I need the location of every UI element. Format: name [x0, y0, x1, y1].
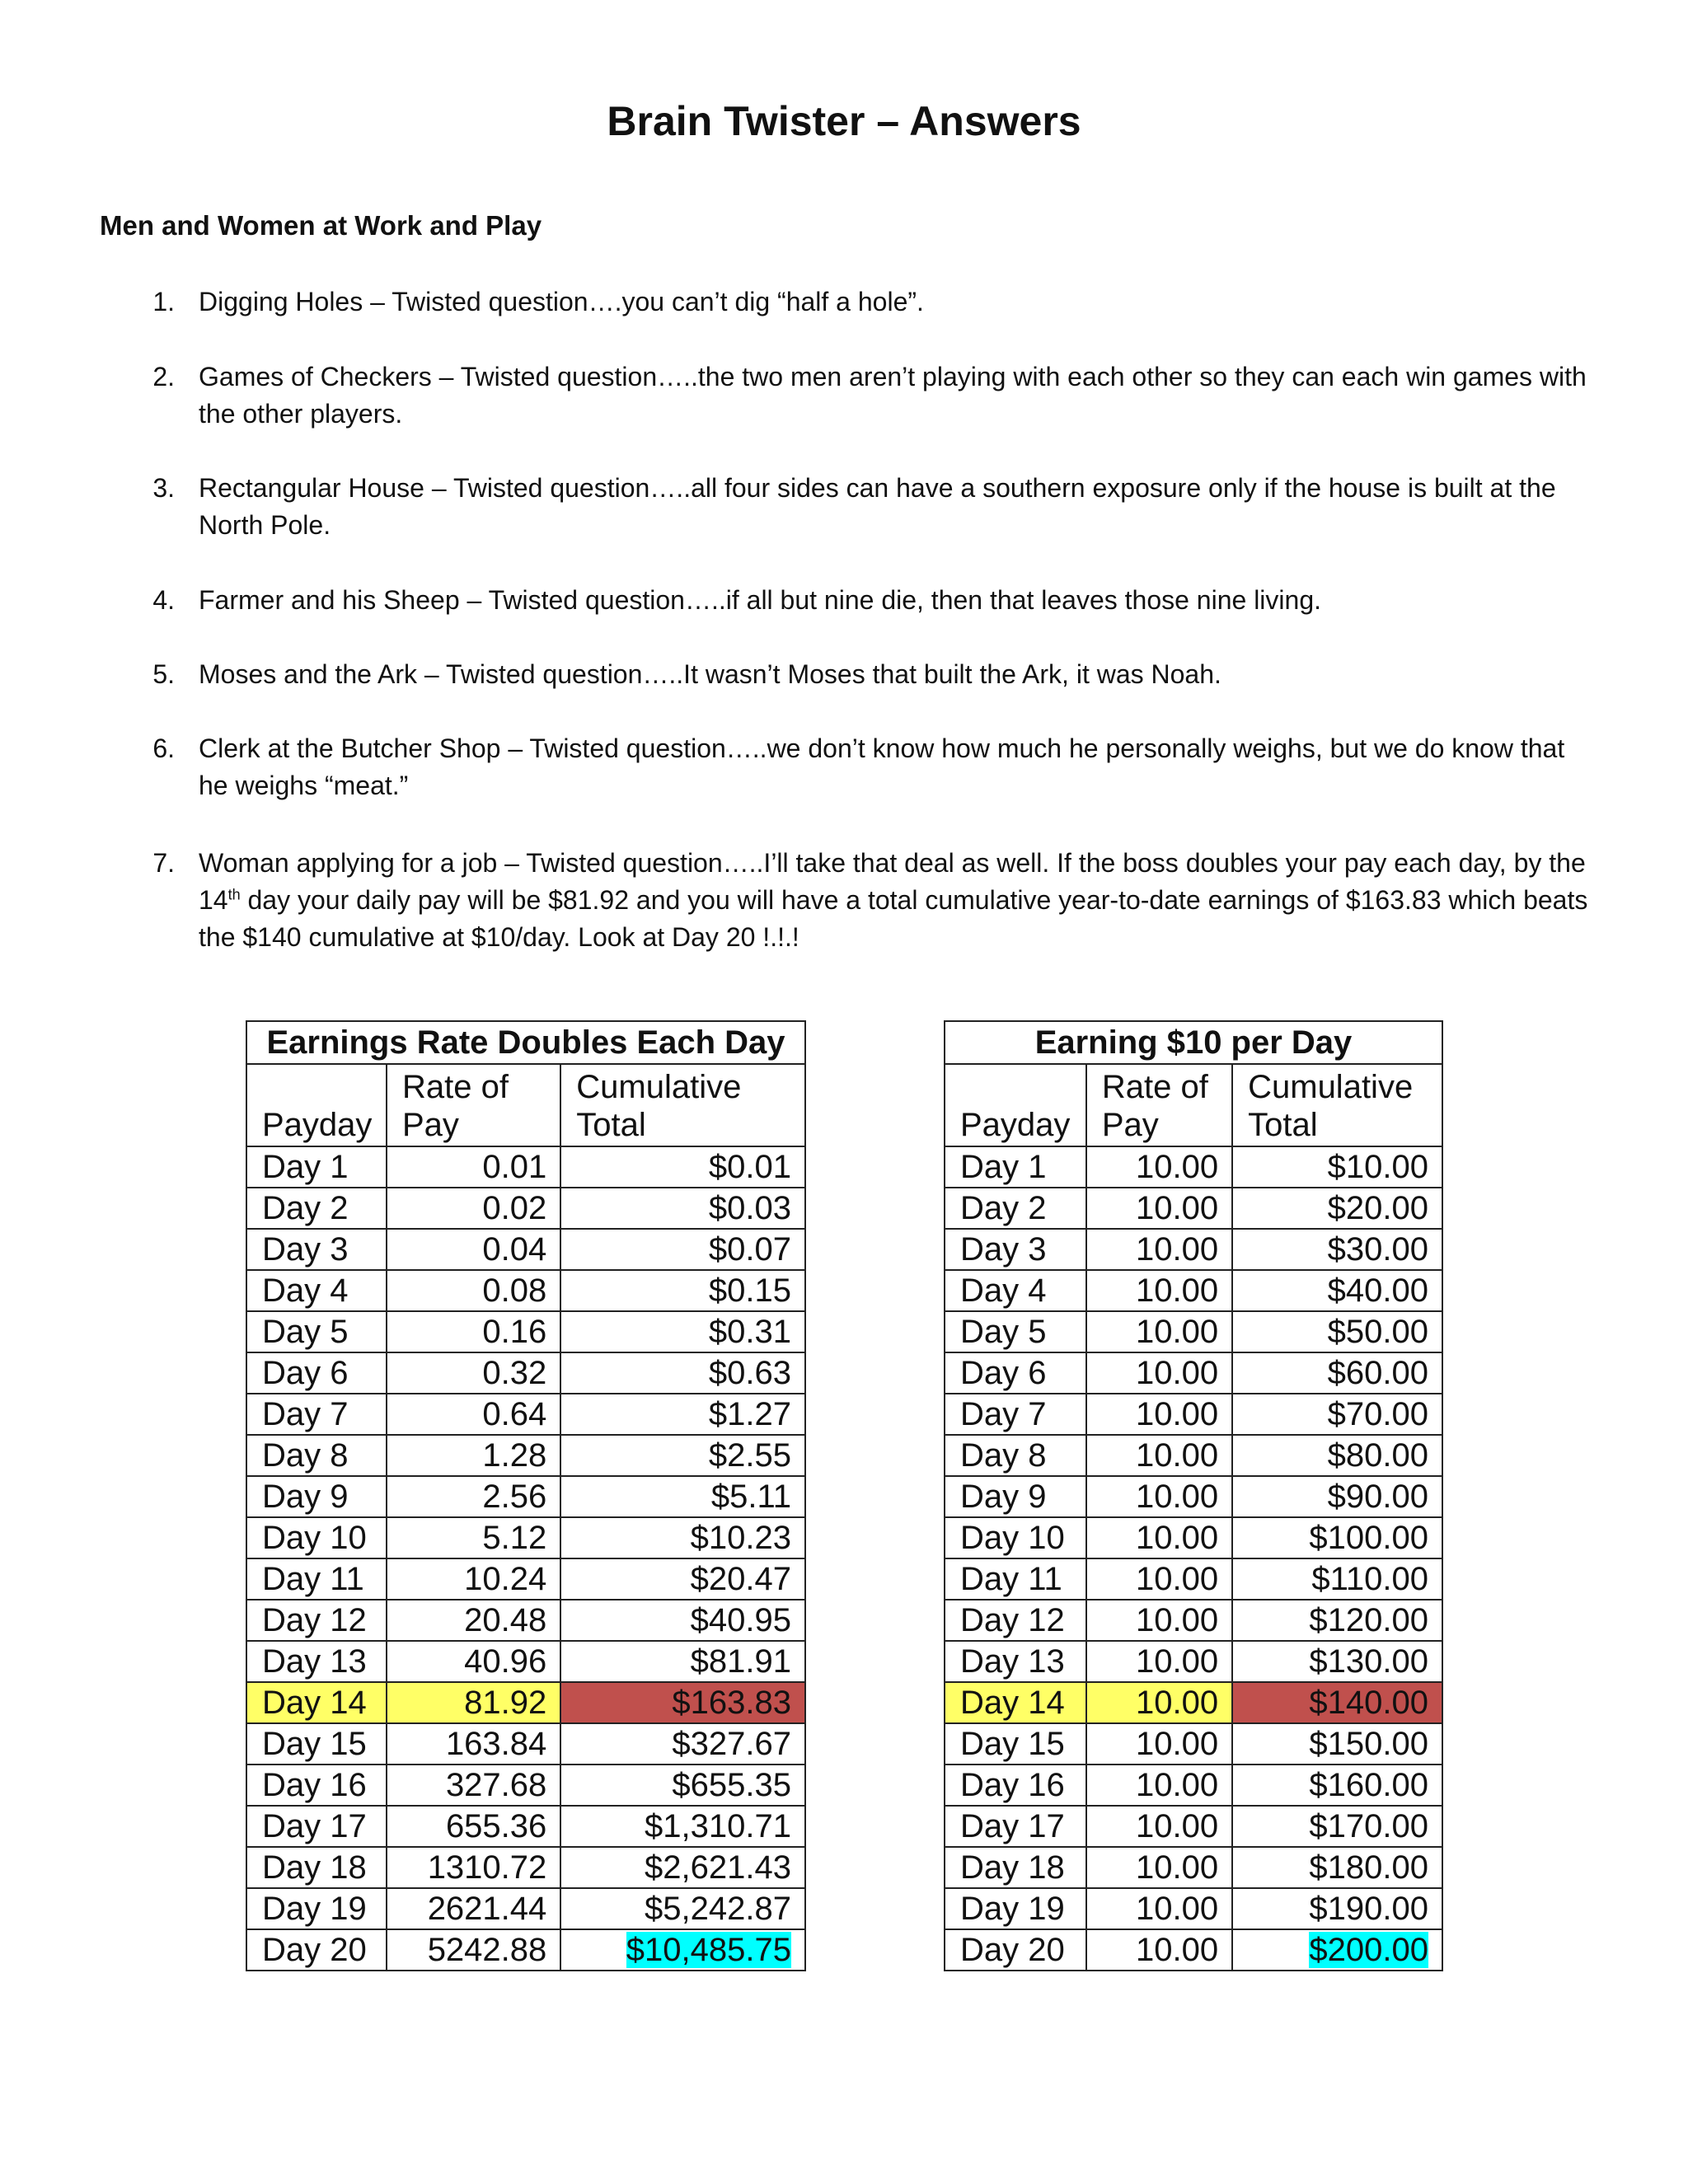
section-heading: Men and Women at Work and Play	[100, 210, 542, 241]
cell-cumulative-total: $50.00	[1232, 1311, 1442, 1352]
cell-rate: 10.00	[1086, 1641, 1232, 1682]
cell-rate: 2.56	[387, 1476, 560, 1517]
cell-cumulative-total: $90.00	[1232, 1476, 1442, 1517]
cell-rate: 0.02	[387, 1188, 560, 1229]
cell-cumulative-total	[560, 1929, 805, 1971]
answer-number: 3.	[152, 473, 175, 503]
cell-cumulative-total: $130.00	[1232, 1641, 1442, 1682]
cell-cumulative-total: $163.83	[560, 1682, 805, 1723]
cell-cumulative-total: $1,310.71	[560, 1806, 805, 1847]
cell-payday: Day 19	[246, 1888, 387, 1929]
table-row	[945, 1435, 1442, 1476]
table-body	[945, 1146, 1442, 1971]
cell-payday: Day 1	[246, 1146, 387, 1188]
header-line: Rate of	[401, 1069, 509, 1105]
table-row	[945, 1600, 1442, 1641]
cell-cumulative-total: $5.11	[560, 1476, 805, 1517]
table-flat-earnings	[944, 1020, 1443, 1971]
cell-rate: 1310.72	[387, 1847, 560, 1888]
column-header-rate	[387, 1064, 560, 1146]
table-row	[246, 1682, 805, 1723]
table-row	[945, 1641, 1442, 1682]
answer-number: 5.	[152, 659, 175, 689]
table-row	[246, 1476, 805, 1517]
table-row	[945, 1765, 1442, 1806]
cell-payday: Day 6	[945, 1352, 1086, 1394]
header-line: Pay	[1101, 1107, 1159, 1143]
cell-rate: 1.28	[387, 1435, 560, 1476]
cell-payday: Day 9	[246, 1476, 387, 1517]
table-row	[246, 1311, 805, 1352]
column-header-cumulative	[1232, 1064, 1442, 1146]
cell-payday: Day 17	[945, 1806, 1086, 1847]
cell-rate: 0.08	[387, 1270, 560, 1311]
table-row	[246, 1146, 805, 1188]
cell-rate: 10.00	[1086, 1929, 1232, 1971]
table-row	[945, 1517, 1442, 1558]
answer-text	[199, 845, 1600, 956]
cell-payday: Day 20	[945, 1929, 1086, 1971]
cell-payday: Day 10	[246, 1517, 387, 1558]
cell-rate: 0.04	[387, 1229, 560, 1270]
cell-payday: Day 9	[945, 1476, 1086, 1517]
table-row	[246, 1765, 805, 1806]
cell-cumulative-total: $0.01	[560, 1146, 805, 1188]
cell-rate: 10.00	[1086, 1394, 1232, 1435]
page-title: Brain Twister – Answers	[607, 98, 1081, 144]
answer-text: Clerk at the Butcher Shop – Twisted question…..we don’t know how much he personally weighs, but we do know that he weighs “meat.”	[199, 733, 1565, 800]
cell-rate: 20.48	[387, 1600, 560, 1641]
table-row	[945, 1806, 1442, 1847]
cell-payday: Day 2	[945, 1188, 1086, 1229]
cell-payday: Day 14	[246, 1682, 387, 1723]
table-row	[945, 1229, 1442, 1270]
table-row	[246, 1270, 805, 1311]
cell-cumulative-total: $70.00	[1232, 1394, 1442, 1435]
cell-rate: 5.12	[387, 1517, 560, 1558]
cell-payday: Day 12	[246, 1600, 387, 1641]
cell-rate: 5242.88	[387, 1929, 560, 1971]
cell-cumulative-total: $20.47	[560, 1558, 805, 1600]
cell-cumulative-total: $180.00	[1232, 1847, 1442, 1888]
answer-number: 1.	[152, 287, 175, 316]
cell-rate: 10.00	[1086, 1188, 1232, 1229]
table-row	[945, 1476, 1442, 1517]
cell-cumulative-total: $40.95	[560, 1600, 805, 1641]
cell-rate: 10.00	[1086, 1682, 1232, 1723]
cell-payday: Day 7	[246, 1394, 387, 1435]
cell-cumulative-total: $100.00	[1232, 1517, 1442, 1558]
cell-cumulative-total: $655.35	[560, 1765, 805, 1806]
cell-rate: 10.00	[1086, 1847, 1232, 1888]
cell-rate: 10.00	[1086, 1476, 1232, 1517]
table-row	[246, 1394, 805, 1435]
cell-payday: Day 3	[246, 1229, 387, 1270]
cell-cumulative-total: $0.15	[560, 1270, 805, 1311]
answer-text: Games of Checkers – Twisted question…..the two men aren’t playing with each other so they can each win games with the other players.	[199, 362, 1587, 429]
table-row	[246, 1188, 805, 1229]
cell-cumulative-total: $20.00	[1232, 1188, 1442, 1229]
header-line: Pay	[401, 1107, 459, 1143]
table-row	[246, 1517, 805, 1558]
answer-number: 6.	[152, 733, 175, 763]
cell-rate: 10.00	[1086, 1270, 1232, 1311]
cell-rate: 655.36	[387, 1806, 560, 1847]
table-caption: Earnings Rate Doubles Each Day	[246, 1021, 805, 1064]
header-line: Cumulative	[576, 1069, 742, 1105]
cell-payday: Day 18	[246, 1847, 387, 1888]
cell-payday: Day 6	[246, 1352, 387, 1394]
highlighted-total: $200.00	[1309, 1932, 1428, 1968]
answer-number: 4.	[152, 585, 175, 615]
table-row	[246, 1929, 805, 1971]
cell-payday: Day 8	[945, 1435, 1086, 1476]
cell-payday: Day 1	[945, 1146, 1086, 1188]
table-row	[945, 1723, 1442, 1765]
cell-payday: Day 2	[246, 1188, 387, 1229]
cell-payday: Day 16	[246, 1765, 387, 1806]
cell-cumulative-total: $0.31	[560, 1311, 805, 1352]
cell-rate: 10.00	[1086, 1229, 1232, 1270]
cell-rate: 10.00	[1086, 1888, 1232, 1929]
cell-payday: Day 12	[945, 1600, 1086, 1641]
table-row	[945, 1352, 1442, 1394]
table-doubling-earnings	[246, 1020, 806, 1971]
cell-rate: 10.00	[1086, 1311, 1232, 1352]
table-row	[945, 1888, 1442, 1929]
table-row	[246, 1352, 805, 1394]
cell-payday: Day 15	[945, 1723, 1086, 1765]
table-row	[246, 1229, 805, 1270]
cell-rate: 81.92	[387, 1682, 560, 1723]
table-row	[945, 1311, 1442, 1352]
table-row	[246, 1558, 805, 1600]
table-row	[945, 1270, 1442, 1311]
column-header-cumulative	[560, 1064, 805, 1146]
table-row	[945, 1146, 1442, 1188]
cell-payday: Day 16	[945, 1765, 1086, 1806]
cell-cumulative-total: $80.00	[1232, 1435, 1442, 1476]
cell-cumulative-total: $150.00	[1232, 1723, 1442, 1765]
cell-cumulative-total: $2.55	[560, 1435, 805, 1476]
cell-payday: Day 20	[246, 1929, 387, 1971]
table-row	[246, 1435, 805, 1476]
cell-rate: 0.32	[387, 1352, 560, 1394]
answer-number: 2.	[152, 362, 175, 391]
cell-payday: Day 13	[246, 1641, 387, 1682]
answer-text: Digging Holes – Twisted question….you can’t dig “half a hole”.	[199, 287, 924, 316]
table-row	[246, 1600, 805, 1641]
table-row	[246, 1641, 805, 1682]
column-header-payday: Payday	[246, 1064, 387, 1146]
highlighted-total: $10,485.75	[626, 1932, 791, 1968]
cell-rate: 0.64	[387, 1394, 560, 1435]
answer-text: Moses and the Ark – Twisted question…..It wasn’t Moses that built the Ark, it was Noah.	[199, 659, 1221, 689]
cell-cumulative-total: $327.67	[560, 1723, 805, 1765]
cell-rate: 2621.44	[387, 1888, 560, 1929]
cell-cumulative-total: $0.03	[560, 1188, 805, 1229]
cell-payday: Day 7	[945, 1394, 1086, 1435]
cell-cumulative-total: $140.00	[1232, 1682, 1442, 1723]
table-row	[246, 1847, 805, 1888]
answer-text-part: Woman applying for a job – Twisted question…..I’ll take that deal as well. If the boss doubles your pay each day, by the 14	[199, 848, 1586, 915]
cell-payday: Day 10	[945, 1517, 1086, 1558]
cell-cumulative-total: $60.00	[1232, 1352, 1442, 1394]
cell-rate: 10.24	[387, 1558, 560, 1600]
cell-cumulative-total: $160.00	[1232, 1765, 1442, 1806]
cell-cumulative-total: $5,242.87	[560, 1888, 805, 1929]
cell-cumulative-total: $2,621.43	[560, 1847, 805, 1888]
cell-cumulative-total: $1.27	[560, 1394, 805, 1435]
cell-rate: 10.00	[1086, 1600, 1232, 1641]
cell-payday: Day 11	[945, 1558, 1086, 1600]
cell-payday: Day 19	[945, 1888, 1086, 1929]
header-line: Rate of	[1101, 1069, 1208, 1105]
cell-cumulative-total: $0.07	[560, 1229, 805, 1270]
table-row	[945, 1682, 1442, 1723]
cell-cumulative-total: $10.23	[560, 1517, 805, 1558]
cell-cumulative-total: $190.00	[1232, 1888, 1442, 1929]
table-row	[945, 1847, 1442, 1888]
column-header-rate	[1086, 1064, 1232, 1146]
cell-rate: 327.68	[387, 1765, 560, 1806]
cell-payday: Day 3	[945, 1229, 1086, 1270]
cell-payday: Day 4	[246, 1270, 387, 1311]
cell-payday: Day 8	[246, 1435, 387, 1476]
cell-rate: 0.16	[387, 1311, 560, 1352]
cell-rate: 10.00	[1086, 1435, 1232, 1476]
answer-text: Farmer and his Sheep – Twisted question…..if all but nine die, then that leaves those nine living.	[199, 585, 1321, 615]
cell-cumulative-total: $30.00	[1232, 1229, 1442, 1270]
cell-payday: Day 18	[945, 1847, 1086, 1888]
table-row	[945, 1558, 1442, 1600]
cell-payday: Day 4	[945, 1270, 1086, 1311]
answer-number: 7.	[152, 848, 175, 878]
answer-text: Rectangular House – Twisted question…..all four sides can have a southern exposure only if the house is built at the North Pole.	[199, 473, 1556, 540]
cell-rate: 10.00	[1086, 1146, 1232, 1188]
cell-cumulative-total: $40.00	[1232, 1270, 1442, 1311]
table-row	[246, 1806, 805, 1847]
cell-rate: 163.84	[387, 1723, 560, 1765]
cell-rate: 10.00	[1086, 1352, 1232, 1394]
table-body	[246, 1146, 805, 1971]
cell-rate: 40.96	[387, 1641, 560, 1682]
cell-payday: Day 5	[246, 1311, 387, 1352]
table-row	[945, 1394, 1442, 1435]
cell-payday: Day 17	[246, 1806, 387, 1847]
header-line: Cumulative	[1248, 1069, 1414, 1105]
header-line: Total	[576, 1107, 646, 1143]
table-row	[246, 1888, 805, 1929]
answer-list	[0, 0, 1688, 972]
cell-rate: 10.00	[1086, 1765, 1232, 1806]
cell-cumulative-total: $10.00	[1232, 1146, 1442, 1188]
cell-cumulative-total: $0.63	[560, 1352, 805, 1394]
cell-cumulative-total: $81.91	[560, 1641, 805, 1682]
header-line: Total	[1248, 1107, 1318, 1143]
cell-cumulative-total: $170.00	[1232, 1806, 1442, 1847]
cell-payday: Day 11	[246, 1558, 387, 1600]
cell-rate: 10.00	[1086, 1558, 1232, 1600]
cell-rate: 10.00	[1086, 1806, 1232, 1847]
table-row	[246, 1723, 805, 1765]
ordinal-suffix: th	[227, 886, 241, 903]
cell-rate: 10.00	[1086, 1517, 1232, 1558]
table-caption: Earning $10 per Day	[945, 1021, 1442, 1064]
cell-cumulative-total	[1232, 1929, 1442, 1971]
cell-payday: Day 13	[945, 1641, 1086, 1682]
cell-payday: Day 15	[246, 1723, 387, 1765]
cell-payday: Day 5	[945, 1311, 1086, 1352]
table-row	[945, 1929, 1442, 1971]
answer-text-part: day your daily pay will be $81.92 and you will have a total cumulative year-to-date earnings of $163.83 which beats the $140 cumulative at $10/day. Look at Day 20 !.!.!	[199, 885, 1588, 952]
cell-rate: 10.00	[1086, 1723, 1232, 1765]
cell-payday: Day 14	[945, 1682, 1086, 1723]
cell-rate: 0.01	[387, 1146, 560, 1188]
cell-cumulative-total: $110.00	[1232, 1558, 1442, 1600]
cell-cumulative-total: $120.00	[1232, 1600, 1442, 1641]
column-header-payday: Payday	[945, 1064, 1086, 1146]
table-row	[945, 1188, 1442, 1229]
